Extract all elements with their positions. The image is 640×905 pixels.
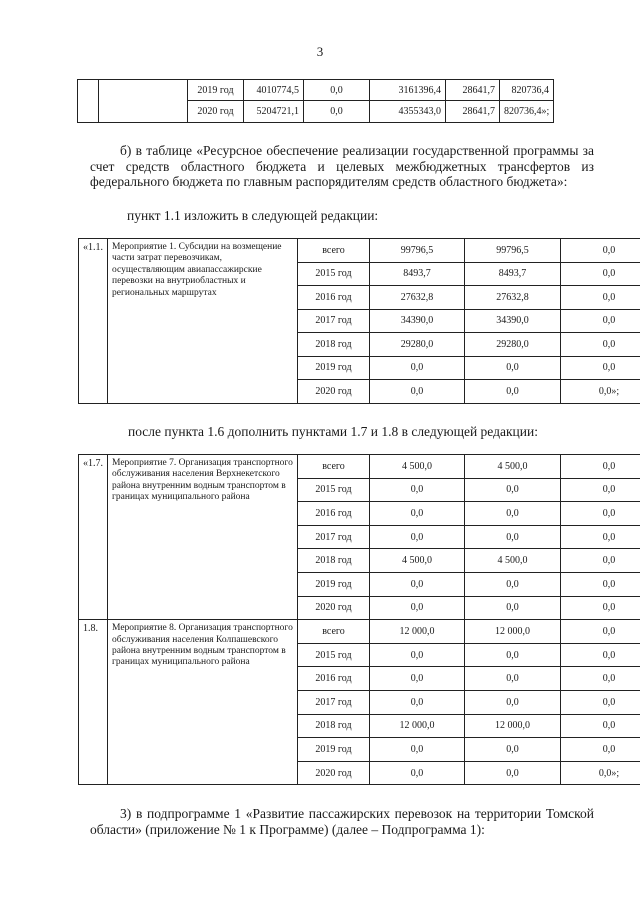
- total-value-cell: 34390,0: [370, 309, 465, 333]
- total-value-cell: 29280,0: [370, 333, 465, 357]
- table-row: [79, 455, 640, 479]
- total-value-cell: 4 500,0: [370, 455, 465, 479]
- regional-value-cell: 0,0: [465, 761, 561, 785]
- regional-value-cell: 0,0: [465, 356, 561, 380]
- year-cell: 2020 год: [298, 380, 370, 404]
- year-cell: 2019 год: [298, 738, 370, 762]
- regional-value-cell: 4 500,0: [465, 455, 561, 479]
- value-cell: 0,0: [304, 80, 370, 101]
- federal-value-cell: 0,0: [561, 239, 640, 263]
- measure-description: Мероприятие 8. Организация транспортного обслуживания населения Колпашевского района внутренним водным транспортом в границах муниципального района: [108, 620, 298, 785]
- value-cell: 4010774,5: [244, 80, 304, 101]
- value-cell: 28641,7: [446, 80, 500, 101]
- measure-description: Мероприятие 1. Субсидии на возмещение части затрат перевозчикам, осуществляющим авиапассажирские перевозки на внутриобластных и региональных маршрутах: [108, 239, 298, 404]
- regional-value-cell: 8493,7: [465, 262, 561, 286]
- regional-value-cell: 27632,8: [465, 286, 561, 310]
- year-cell: 2015 год: [298, 262, 370, 286]
- year-cell: 2017 год: [298, 690, 370, 714]
- year-cell: 2017 год: [298, 309, 370, 333]
- total-value-cell: 27632,8: [370, 286, 465, 310]
- year-cell: 2015 год: [298, 643, 370, 667]
- federal-value-cell: 0,0: [561, 714, 640, 738]
- table-cell: [78, 80, 99, 123]
- year-cell: всего: [298, 239, 370, 263]
- total-value-cell: 0,0: [370, 667, 465, 691]
- year-cell: 2016 год: [298, 502, 370, 526]
- total-value-cell: 0,0: [370, 738, 465, 762]
- total-value-cell: 0,0: [370, 690, 465, 714]
- total-value-cell: 0,0: [370, 478, 465, 502]
- federal-value-cell: 0,0: [561, 572, 640, 596]
- federal-value-cell: 0,0: [561, 356, 640, 380]
- paragraph-b-text: б) в таблице «Ресурсное обеспечение реализации государственной программы за счет средств областного бюджета и целевых межбюджетных трансфертов из федерального бюджета по главным распорядителям средств областного бюджета»:: [90, 143, 594, 189]
- value-cell: 820736,4»;: [500, 101, 554, 123]
- year-cell: 2015 год: [298, 478, 370, 502]
- regional-value-cell: 99796,5: [465, 239, 561, 263]
- year-cell: 2019 год: [188, 80, 244, 101]
- year-cell: 2020 год: [298, 761, 370, 785]
- total-value-cell: 0,0: [370, 761, 465, 785]
- item-number: «1.1.: [79, 239, 108, 404]
- value-cell: 820736,4: [500, 80, 554, 101]
- regional-value-cell: 34390,0: [465, 309, 561, 333]
- regional-value-cell: 0,0: [465, 596, 561, 620]
- table-row: [79, 239, 640, 263]
- federal-value-cell: 0,0: [561, 690, 640, 714]
- table-row: [78, 80, 554, 101]
- item-number: «1.7.: [79, 455, 108, 620]
- federal-value-cell: 0,0: [561, 549, 640, 573]
- year-cell: 2019 год: [298, 356, 370, 380]
- paragraph-3: [90, 806, 594, 837]
- total-value-cell: 8493,7: [370, 262, 465, 286]
- regional-value-cell: 0,0: [465, 643, 561, 667]
- year-cell: 2018 год: [298, 714, 370, 738]
- table-points-1-7-1-8: [78, 454, 640, 785]
- regional-value-cell: 4 500,0: [465, 549, 561, 573]
- year-cell: всего: [298, 620, 370, 644]
- regional-value-cell: 0,0: [465, 502, 561, 526]
- value-cell: 4355343,0: [370, 101, 446, 123]
- year-cell: 2016 год: [298, 286, 370, 310]
- year-cell: 2020 год: [188, 101, 244, 123]
- federal-value-cell: 0,0: [561, 667, 640, 691]
- federal-value-cell: 0,0: [561, 643, 640, 667]
- regional-value-cell: 0,0: [465, 667, 561, 691]
- federal-value-cell: 0,0: [561, 455, 640, 479]
- regional-value-cell: 0,0: [465, 572, 561, 596]
- page-number: 3: [316, 44, 324, 59]
- table-continuation: [77, 79, 554, 123]
- year-cell: 2019 год: [298, 572, 370, 596]
- federal-value-cell: 0,0: [561, 620, 640, 644]
- total-value-cell: 0,0: [370, 380, 465, 404]
- year-cell: всего: [298, 455, 370, 479]
- year-cell: 2020 год: [298, 596, 370, 620]
- federal-value-cell: 0,0: [561, 502, 640, 526]
- value-cell: 5204721,1: [244, 101, 304, 123]
- value-cell: 3161396,4: [370, 80, 446, 101]
- regional-value-cell: 0,0: [465, 738, 561, 762]
- regional-value-cell: 0,0: [465, 380, 561, 404]
- item-number: 1.8.: [79, 620, 108, 785]
- regional-value-cell: 12 000,0: [465, 620, 561, 644]
- table-point-1-1: [78, 238, 640, 404]
- total-value-cell: 99796,5: [370, 239, 465, 263]
- total-value-cell: 0,0: [370, 356, 465, 380]
- regional-value-cell: 12 000,0: [465, 714, 561, 738]
- total-value-cell: 0,0: [370, 502, 465, 526]
- regional-value-cell: 29280,0: [465, 333, 561, 357]
- regional-value-cell: 0,0: [465, 525, 561, 549]
- federal-value-cell: 0,0»;: [561, 380, 640, 404]
- total-value-cell: 12 000,0: [370, 620, 465, 644]
- federal-value-cell: 0,0: [561, 333, 640, 357]
- total-value-cell: 4 500,0: [370, 549, 465, 573]
- federal-value-cell: 0,0»;: [561, 761, 640, 785]
- federal-value-cell: 0,0: [561, 286, 640, 310]
- federal-value-cell: 0,0: [561, 262, 640, 286]
- paragraph-3-text: 3) в подпрограмме 1 «Развитие пассажирских перевозок на территории Томской области» (приложение № 1 к Программе) (далее – Подпрограмма 1):: [90, 806, 594, 837]
- federal-value-cell: 0,0: [561, 738, 640, 762]
- federal-value-cell: 0,0: [561, 478, 640, 502]
- value-cell: 0,0: [304, 101, 370, 123]
- paragraph-b: [90, 143, 594, 190]
- regional-value-cell: 0,0: [465, 478, 561, 502]
- year-cell: 2018 год: [298, 333, 370, 357]
- federal-value-cell: 0,0: [561, 525, 640, 549]
- year-cell: 2016 год: [298, 667, 370, 691]
- year-cell: 2017 год: [298, 525, 370, 549]
- year-cell: 2018 год: [298, 549, 370, 573]
- measure-description: Мероприятие 7. Организация транспортного обслуживания населения Верхнекетского района внутренним водным транспортом в границах муниципального района: [108, 455, 298, 620]
- regional-value-cell: 0,0: [465, 690, 561, 714]
- total-value-cell: 0,0: [370, 643, 465, 667]
- total-value-cell: 0,0: [370, 525, 465, 549]
- total-value-cell: 0,0: [370, 572, 465, 596]
- table-cell: [99, 80, 188, 123]
- value-cell: 28641,7: [446, 101, 500, 123]
- federal-value-cell: 0,0: [561, 309, 640, 333]
- table-row: [79, 620, 640, 644]
- total-value-cell: 0,0: [370, 596, 465, 620]
- point-11-line: пункт 1.1 изложить в следующей редакции:: [127, 208, 379, 223]
- federal-value-cell: 0,0: [561, 596, 640, 620]
- after-16-line: после пункта 1.6 дополнить пунктами 1.7 и 1.8 в следующей редакции:: [128, 424, 538, 439]
- total-value-cell: 12 000,0: [370, 714, 465, 738]
